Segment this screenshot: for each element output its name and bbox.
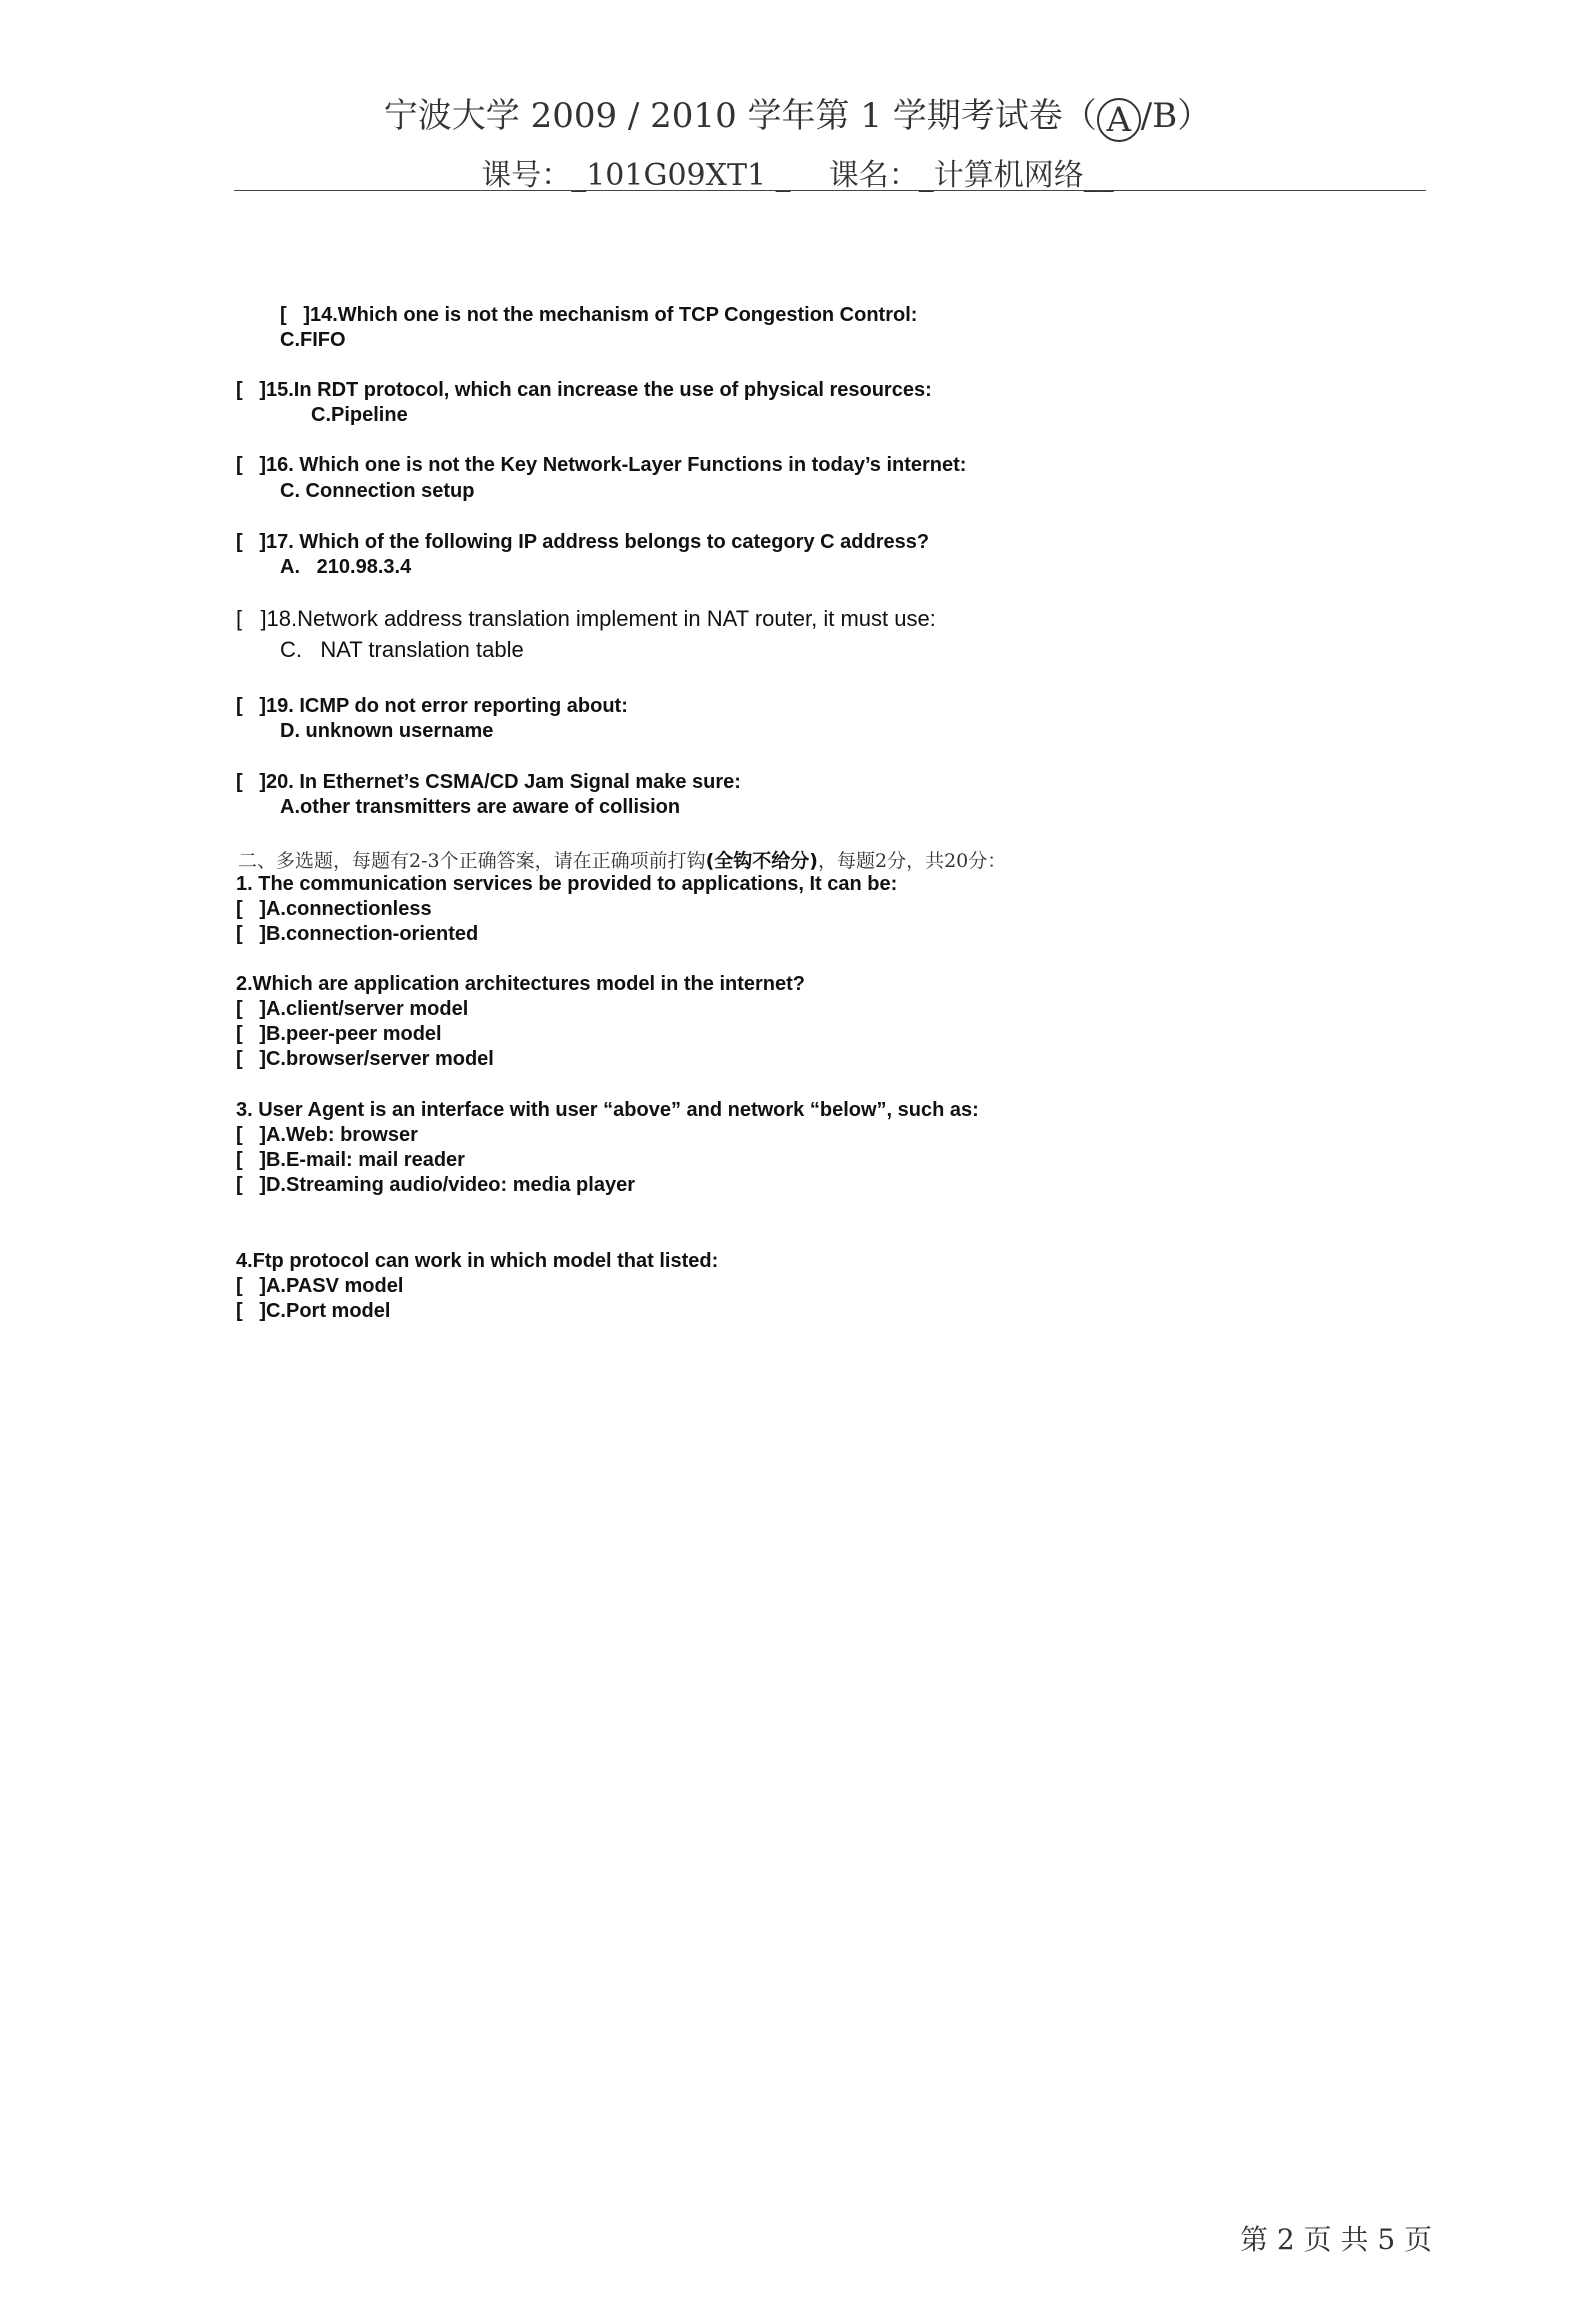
mc-question-2: 2.Which are application architectures model in the internet?: [236, 973, 806, 995]
mc-option-4c: [ ]C.Port model: [236, 1300, 391, 1322]
question-15: [ ]15.In RDT protocol, which can increase the use of physical resources:: [236, 379, 932, 401]
exam-title: [0, 88, 1595, 142]
mc-option-4a: [ ]A.PASV model: [236, 1275, 404, 1297]
answer-17: A. 210.98.3.4: [280, 556, 412, 578]
mc-option-2a: [ ]A.client/server model: [236, 998, 469, 1020]
answer-16: C. Connection setup: [280, 480, 475, 502]
mc-option-1a: [ ]A.connectionless: [236, 898, 432, 920]
mc-question-1: 1. The communication services be provided to applications, It can be:: [236, 873, 898, 895]
mc-option-1b: [ ]B.connection-oriented: [236, 923, 479, 945]
mc-option-2b: [ ]B.peer-peer model: [236, 1023, 442, 1045]
question-20: [ ]20. In Ethernet’s CSMA/CD Jam Signal make sure:: [236, 771, 741, 793]
question-16: [ ]16. Which one is not the Key Network-Layer Functions in today’s internet:: [236, 454, 967, 476]
answer-20: A.other transmitters are aware of collision: [280, 796, 681, 818]
question-19: [ ]19. ICMP do not error reporting about:: [236, 695, 628, 717]
question-14: [ ]14.Which one is not the mechanism of TCP Congestion Control:: [280, 304, 918, 326]
exam-title-prefix: 宁波大学 2009 / 2010 学年第 1 学期考试卷（: [383, 96, 1097, 136]
version-circled-letter: A: [1097, 98, 1141, 142]
answer-18: C. NAT translation table: [280, 637, 524, 662]
answer-19: D. unknown username: [280, 720, 494, 742]
mc-option-3a: [ ]A.Web: browser: [236, 1124, 418, 1146]
question-18: [ ]18.Network address translation implement in NAT router, it must use:: [236, 606, 936, 631]
exam-title-suffix: /B）: [1140, 96, 1212, 136]
page-number: 第 2 页 共 5 页: [1240, 2223, 1433, 2256]
course-info: 课号：_101G09XT1 _ 课名：_计算机网络__: [481, 158, 1114, 193]
mc-option-3d: [ ]D.Streaming audio/video: media player: [236, 1174, 635, 1196]
mc-question-3: 3. User Agent is an interface with user “above” and network “below”, such as:: [236, 1099, 979, 1121]
mc-option-3b: [ ]B.E-mail: mail reader: [236, 1149, 465, 1171]
section-2-heading-bold: (全钩不给分): [705, 850, 818, 872]
answer-15: C.Pipeline: [311, 404, 408, 426]
question-17: [ ]17. Which of the following IP address belongs to category C address?: [236, 531, 930, 553]
answer-14: C.FIFO: [280, 329, 346, 351]
mc-question-4: 4.Ftp protocol can work in which model that listed:: [236, 1250, 719, 1272]
header-divider: [234, 190, 1426, 191]
section-2-heading: 二、多选题，每题有2-3个正确答案，请在正确项前打钩(全钩不给分)，每题2分，共20分：: [238, 850, 1007, 872]
mc-option-2c: [ ]C.browser/server model: [236, 1048, 494, 1070]
